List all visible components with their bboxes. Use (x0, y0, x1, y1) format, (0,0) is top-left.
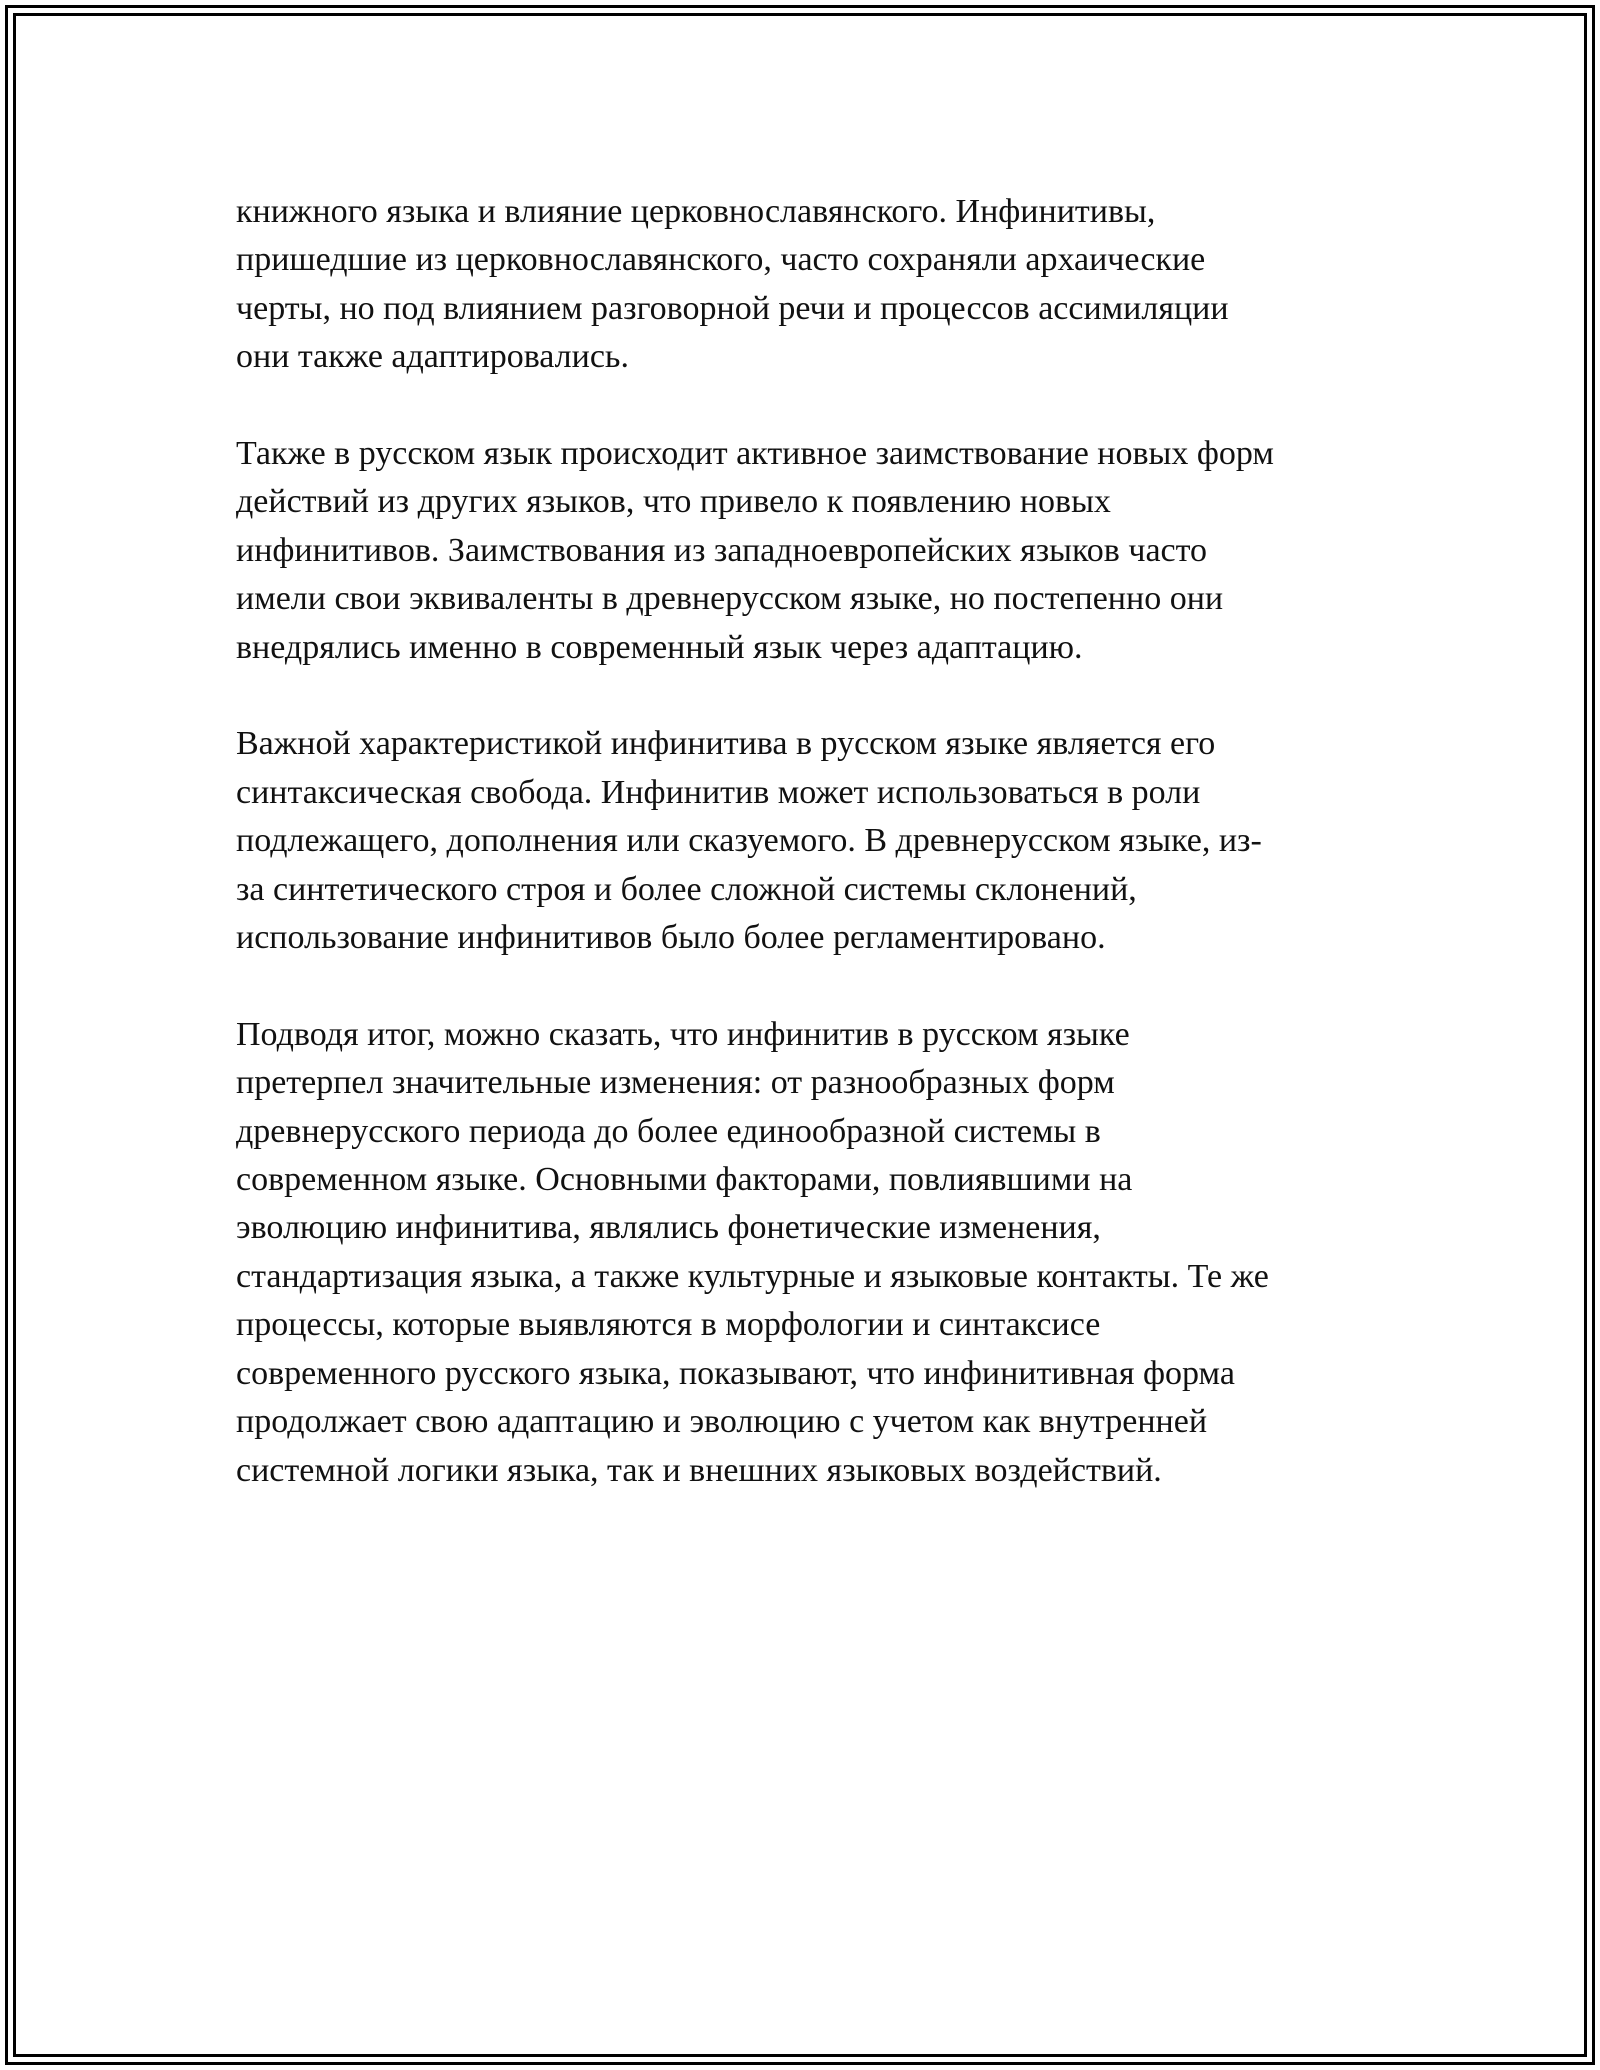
document-body (236, 188, 1376, 1543)
paragraph-1: книжного языка и влияние церковнославянского. Инфинитивы, пришедшие из церковнославянского, часто сохраняли архаические черты, но под влиянием разговорной речи и процессов ассимиляции они также адаптировались. (236, 193, 1229, 376)
paragraph-2: Также в русском язык происходит активное заимствование новых форм действий из других языков, что привело к появлению новых инфинитивов. Заимствования из западноевропейских языков часто имели свои эквиваленты в древнерусском языке, но постепенно они внедрялись именно в современный язык через адаптацию. (236, 435, 1274, 666)
paragraph-4: Подводя итог, можно сказать, что инфинитив в русском языке претерпел значительные изменения: от разнообразных форм древнерусского периода до более единообразной системы в современном языке. Основными факторами, повлиявшими на эволюцию инфинитива, являлись фонетические изменения, стандартизация языка, а также культурные и языковые контакты. Те же процессы, которые выявляются в морфологии и синтаксисе современного русского языка, показывают, что инфинитивная форма продолжает свою адаптацию и эволюцию с учетом как внутренней системной логики языка, так и внешних языковых воздействий. (236, 1015, 1269, 1489)
paragraph-3: Важной характеристикой инфинитива в русском языке является его синтаксическая свобода. Инфинитив может использоваться в роли подлежащего, дополнения или сказуемого. В древнерусском языке, из- за синтетического строя и более сложной системы склонений, использование инфинитивов было более регламентировано. (236, 725, 1262, 957)
